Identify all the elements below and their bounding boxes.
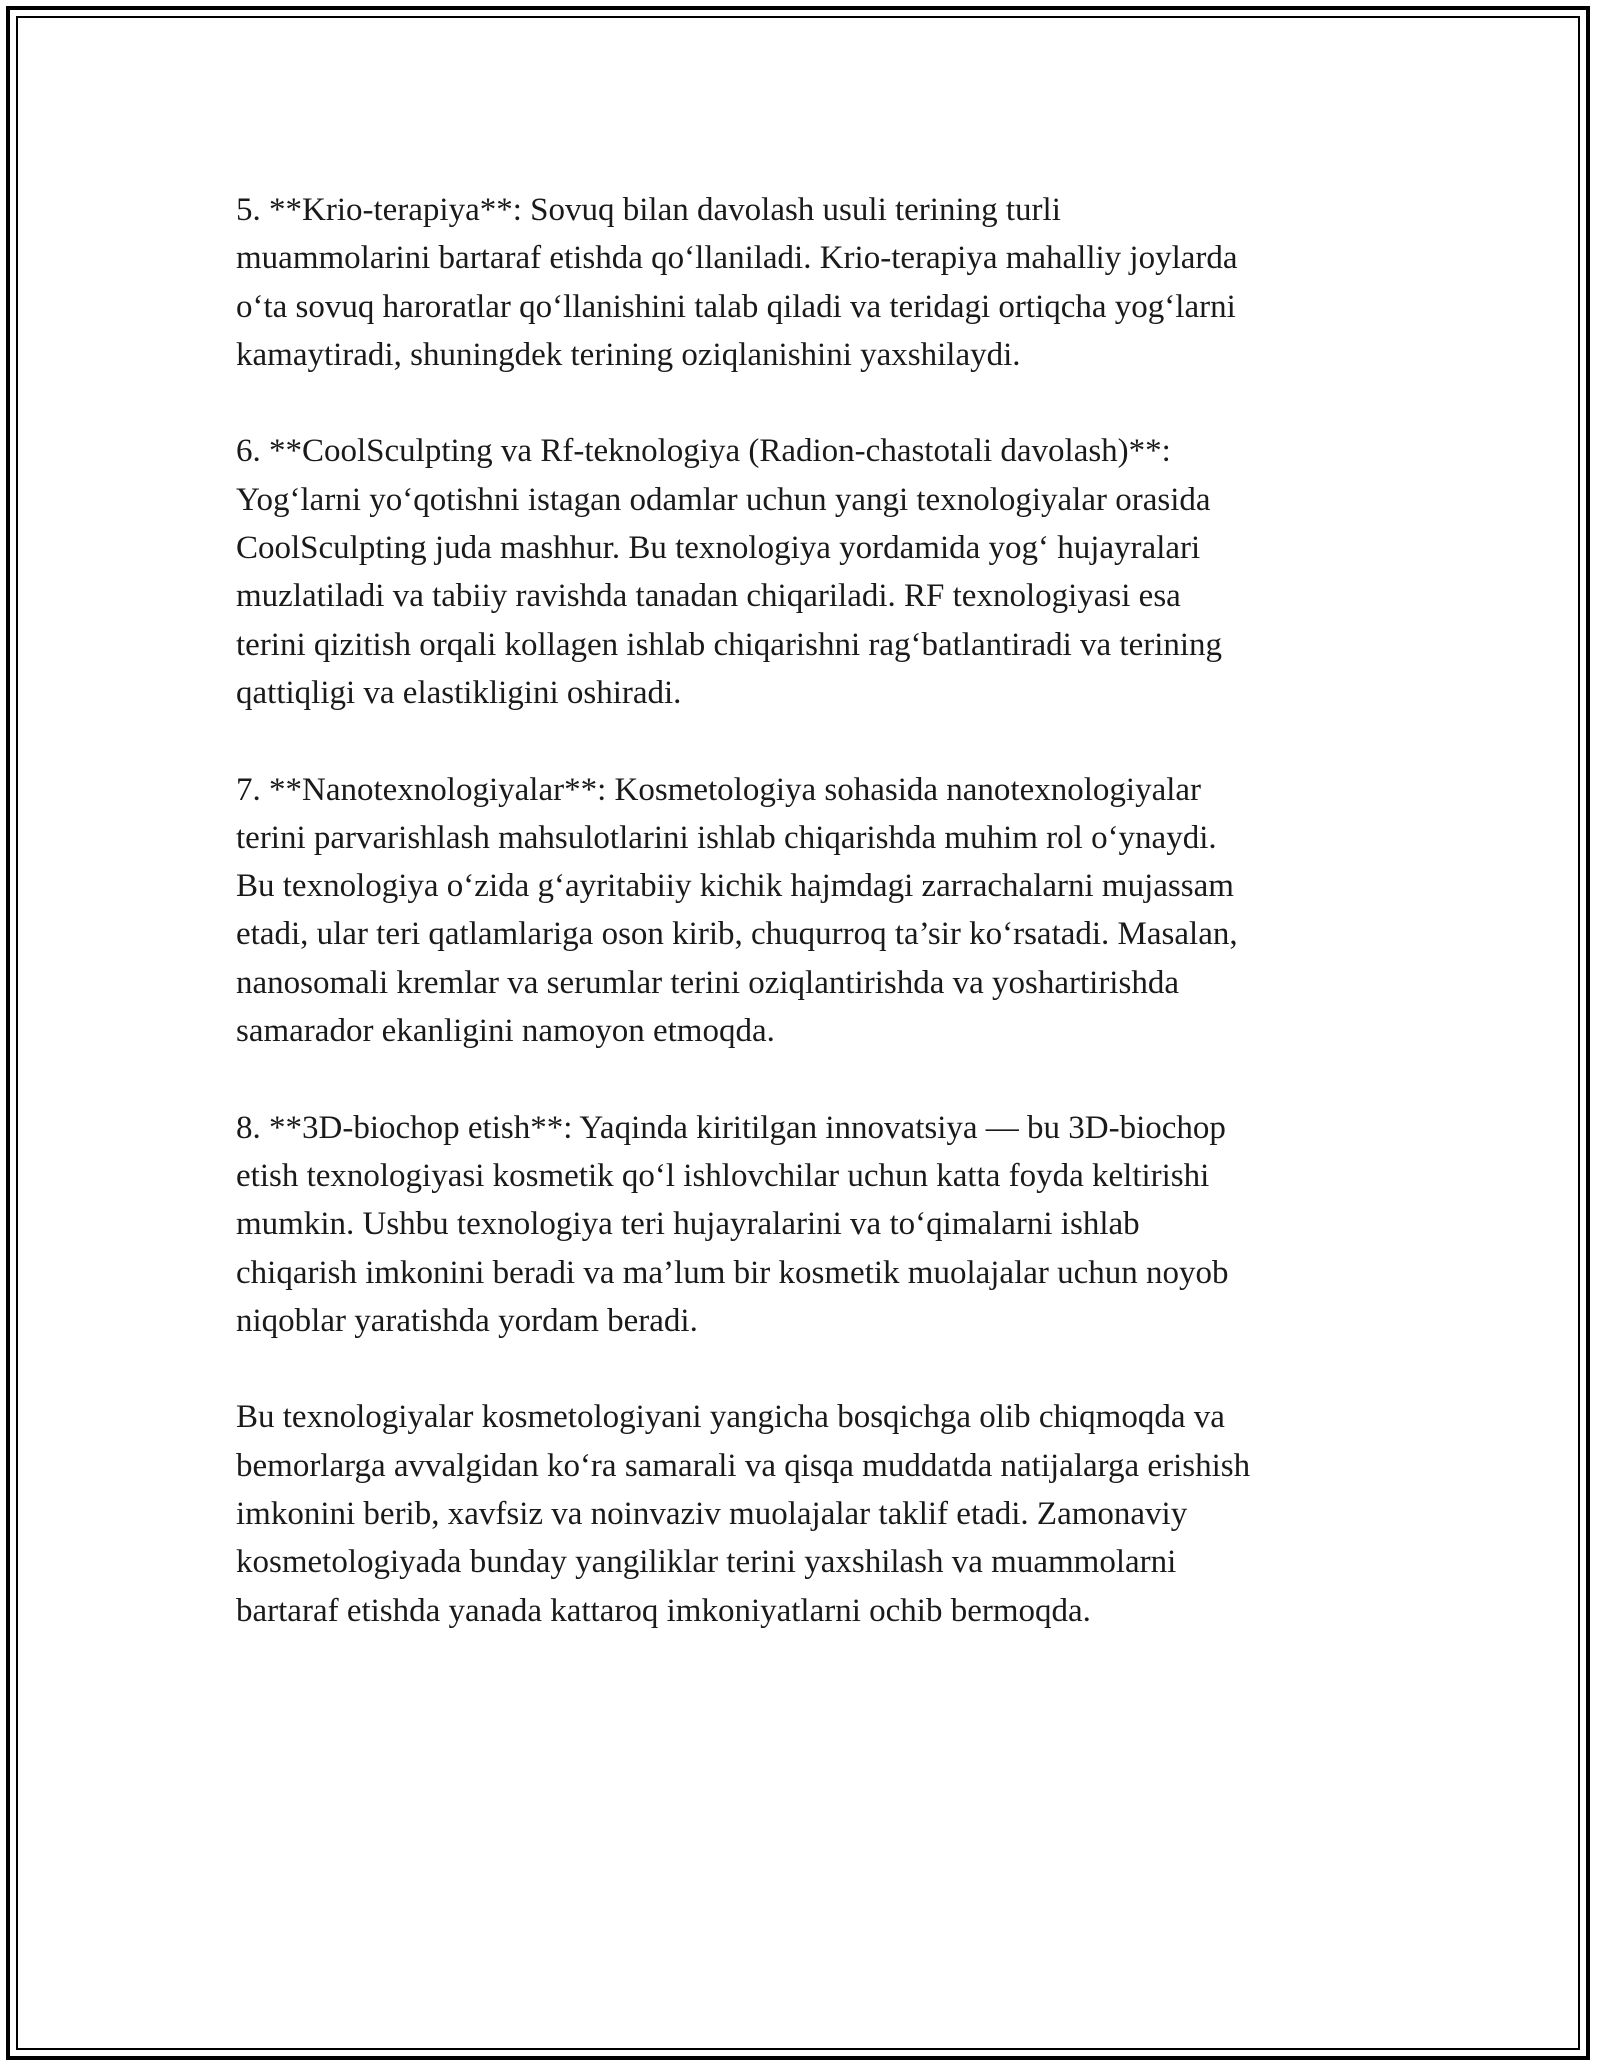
paragraph-krio-terapiya <box>236 186 1376 379</box>
text-line: chiqarish imkonini beradi va ma’lum bir kosmetik muolajalar uchun noyob <box>236 1254 1229 1291</box>
text-line: samarador ekanligini namoyon etmoqda. <box>236 1013 775 1050</box>
text-line: Bu texnologiyalar kosmetologiyani yangicha bosqichga olib chiqmoqda va <box>236 1399 1225 1436</box>
text-line: etish texnologiyasi kosmetik qo‘l ishlovchilar uchun katta foyda keltirishi <box>236 1157 1210 1194</box>
text-line: kamaytiradi, shuningdek terining oziqlanishini yaxshilaydi. <box>236 336 1021 373</box>
text-line: bemorlarga avvalgidan ko‘ra samarali va qisqa muddatda natijalarga erishish <box>236 1447 1251 1484</box>
text-line: nanosomali kremlar va serumlar terini oziqlantirishda va yoshartirishda <box>236 964 1179 1001</box>
text-line: 8. **3D-biochop etish**: Yaqinda kiritilgan innovatsiya — bu 3D-biochop <box>236 1109 1226 1146</box>
text-line: qattiqligi va elastikligini oshiradi. <box>236 674 682 711</box>
text-line: terini qizitish orqali kollagen ishlab chiqarishni rag‘batlantiradi va terining <box>236 626 1223 663</box>
text-line: 6. **CoolSculpting va Rf-teknologiya (Radion-chastotali davolash)**: <box>236 433 1171 470</box>
text-line: 5. **Krio-terapiya**: Sovuq bilan davolash usuli terining turli <box>236 192 1061 228</box>
document-body <box>236 186 1376 1683</box>
text-line: o‘ta sovuq haroratlar qo‘llanishini talab qiladi va teridagi ortiqcha yog‘larni <box>236 288 1236 325</box>
text-line: kosmetologiyada bunday yangiliklar terini yaxshilash va muammolarni <box>236 1544 1177 1581</box>
text-line: niqoblar yaratishda yordam beradi. <box>236 1302 698 1339</box>
text-line: muzlatiladi va tabiiy ravishda tanadan chiqariladi. RF texnologiyasi esa <box>236 578 1181 615</box>
paragraph-3d-biochop <box>236 1104 1376 1345</box>
text-line: etadi, ular teri qatlamlariga oson kirib, chuqurroq ta’sir ko‘rsatadi. Masalan, <box>236 916 1238 953</box>
text-line: imkonini berib, xavfsiz va noinvaziv muolajalar taklif etadi. Zamonaviy <box>236 1496 1188 1533</box>
paragraph-coolsculpting <box>236 427 1376 717</box>
paragraph-conclusion <box>236 1393 1376 1634</box>
text-line: mumkin. Ushbu texnologiya teri hujayralarini va to‘qimalarni ishlab <box>236 1206 1140 1243</box>
text-line: Yog‘larni yo‘qotishni istagan odamlar uchun yangi texnologiyalar orasida <box>236 481 1211 518</box>
text-line: muammolarini bartaraf etishda qo‘llaniladi. Krio-terapiya mahalliy joylarda <box>236 240 1238 277</box>
paragraph-nanotexnologiyalar <box>236 766 1376 1056</box>
text-line: CoolSculpting juda mashhur. Bu texnologiya yordamida yog‘ hujayralari <box>236 530 1201 567</box>
text-line: bartaraf etishda yanada kattaroq imkoniyatlarni ochib bermoqda. <box>236 1592 1091 1629</box>
text-line: terini parvarishlash mahsulotlarini ishlab chiqarishda muhim rol o‘ynaydi. <box>236 819 1217 856</box>
text-line: 7. **Nanotexnologiyalar**: Kosmetologiya sohasida nanotexnologiyalar <box>236 771 1202 808</box>
text-line: Bu texnologiya o‘zida g‘ayritabiiy kichik hajmdagi zarrachalarni mujassam <box>236 868 1234 905</box>
